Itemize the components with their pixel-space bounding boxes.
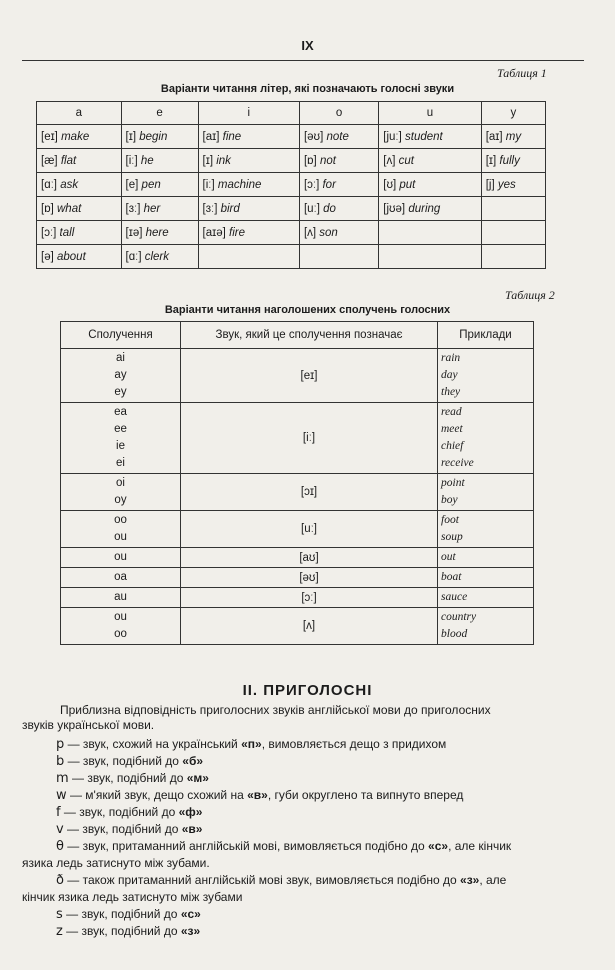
table1-cell: [ɜː] bird	[198, 197, 299, 221]
table2-combination-cell: ai ay ey	[61, 349, 181, 403]
table1-cell	[481, 221, 545, 245]
table-row	[61, 568, 534, 588]
consonant-theta-cont: язика ледь затиснуто між зубами.	[22, 856, 210, 870]
table1-cell: [ə] about	[37, 245, 122, 269]
table2-sound-cell: [ʌ]	[181, 608, 438, 645]
consonant-eth: ð — також притаманний англійській мові звук, вимовляється подібно до «з», але	[56, 873, 507, 888]
table-row	[37, 245, 546, 269]
table1-caption: Таблиця 1	[497, 66, 547, 80]
consonant-z: z — звук, подібний до «з»	[56, 924, 201, 939]
table2-title: Варіанти читання наголошених сполучень голосних	[164, 304, 451, 316]
table1-cell: [ɜː] her	[121, 197, 198, 221]
table1-cell	[379, 221, 481, 245]
table1-header-cell: u	[379, 102, 481, 125]
table1-cell: [jʊə] during	[379, 197, 481, 221]
vowel-letters-table	[36, 101, 546, 269]
table2-sound-cell: [eɪ]	[181, 349, 438, 403]
table-row	[61, 403, 534, 474]
consonant-p: p — звук, схожий на український «п», вимовляється дещо з придихом	[56, 737, 447, 752]
table-row	[61, 608, 534, 645]
table2-combination-cell: oa	[61, 568, 181, 588]
table1-header-cell: a	[37, 102, 122, 125]
table1-cell: [eɪ] make	[37, 125, 122, 149]
consonant-s: s — звук, подібний до «с»	[56, 907, 201, 922]
table2-examples-cell: point boy	[438, 474, 534, 511]
page-number: IX	[301, 38, 314, 53]
table1-cell: [æ] flat	[37, 149, 122, 173]
table1-cell: [ɪə] here	[121, 221, 198, 245]
table2-examples-cell: country blood	[438, 608, 534, 645]
table1-cell: [aɪ] my	[481, 125, 545, 149]
table-row	[37, 125, 546, 149]
table2-sound-cell: [əʊ]	[181, 568, 438, 588]
consonant-b: b — звук, подібний до «б»	[56, 754, 204, 769]
table1-cell: [ɪ] fully	[481, 149, 545, 173]
table1-header-cell: y	[481, 102, 545, 125]
table2-combination-cell: oo ou	[61, 511, 181, 548]
table-row	[37, 149, 546, 173]
table-row	[61, 588, 534, 608]
table1-cell: [əʊ] note	[299, 125, 378, 149]
table2-header-examples: Приклади	[438, 322, 534, 349]
table2-combination-cell: ou oo	[61, 608, 181, 645]
table1-cell: [ɪ] ink	[198, 149, 299, 173]
table2-caption: Таблиця 2	[505, 288, 555, 302]
table2-combination-cell: ea ee ie ei	[61, 403, 181, 474]
table2-examples-cell: read meet chief receive	[438, 403, 534, 474]
table-row	[37, 197, 546, 221]
table1-header-row	[37, 102, 546, 125]
table1-cell: [ɒ] not	[299, 149, 378, 173]
table1-cell: [ʌ] cut	[379, 149, 481, 173]
consonant-w: w — м'який звук, дещо схожий на «в», губи округлено та випнуто вперед	[56, 788, 464, 803]
table2-header-combination: Сполучення	[61, 322, 181, 349]
table1-title: Варіанти читання літер, які позначають голосні звуки	[160, 83, 455, 95]
intro-paragraph-cont: звуків української мови.	[22, 718, 155, 732]
table-row	[37, 221, 546, 245]
table1-cell: [ɑː] clerk	[121, 245, 198, 269]
table1-cell: [uː] do	[299, 197, 378, 221]
consonant-m: m — звук, подібний до «м»	[56, 771, 209, 786]
consonant-f: f — звук, подібний до «ф»	[56, 805, 203, 820]
table-row	[37, 173, 546, 197]
table2-examples-cell: rain day they	[438, 349, 534, 403]
table-row	[61, 349, 534, 403]
table2-combination-cell: au	[61, 588, 181, 608]
section-heading: II. ПРИГОЛОСНІ	[242, 682, 373, 699]
table1-cell: [ɪ] begin	[121, 125, 198, 149]
table2-combination-cell: oi oy	[61, 474, 181, 511]
table2-sound-cell: [ɔː]	[181, 588, 438, 608]
table1-header-cell: i	[198, 102, 299, 125]
table1-cell: [juː] student	[379, 125, 481, 149]
intro-paragraph: Приблизна відповідність приголосних звуків англійської мови до приголосних	[60, 703, 491, 717]
table1-cell: [ɔː] tall	[37, 221, 122, 245]
table2-sound-cell: [uː]	[181, 511, 438, 548]
table2-combination-cell: ou	[61, 548, 181, 568]
table1-header-cell: e	[121, 102, 198, 125]
table-row	[61, 511, 534, 548]
consonant-theta: θ — звук, притаманний англійській мові, вимовляється подібно до «с», але кінчик	[56, 839, 512, 854]
table1-cell: [j] yes	[481, 173, 545, 197]
table1-cell: [aɪə] fire	[198, 221, 299, 245]
table1-cell: [aɪ] fine	[198, 125, 299, 149]
table-row	[61, 474, 534, 511]
table2-examples-cell: sauce	[438, 588, 534, 608]
table1-cell: [ʊ] put	[379, 173, 481, 197]
table1-cell	[198, 245, 299, 269]
table1-cell	[299, 245, 378, 269]
table1-cell	[481, 245, 545, 269]
table1-cell: [iː] machine	[198, 173, 299, 197]
table2-sound-cell: [ɔɪ]	[181, 474, 438, 511]
vowel-combinations-table	[60, 321, 534, 645]
table-row	[61, 548, 534, 568]
table1-cell: [ɒ] what	[37, 197, 122, 221]
table2-sound-cell: [iː]	[181, 403, 438, 474]
table2-header-sound: Звук, який це сполучення позначає	[181, 322, 438, 349]
table1-cell: [e] pen	[121, 173, 198, 197]
table2-examples-cell: out	[438, 548, 534, 568]
table1-cell	[481, 197, 545, 221]
table1-header-cell: o	[299, 102, 378, 125]
table1-cell: [ʌ] son	[299, 221, 378, 245]
consonant-v: v — звук, подібний до «в»	[56, 822, 203, 837]
table2-examples-cell: foot soup	[438, 511, 534, 548]
table1-cell	[379, 245, 481, 269]
table2-sound-cell: [aʊ]	[181, 548, 438, 568]
table1-cell: [ɔː] for	[299, 173, 378, 197]
table1-cell: [ɑː] ask	[37, 173, 122, 197]
header-rule	[22, 60, 584, 61]
table1-cell: [iː] he	[121, 149, 198, 173]
consonant-eth-cont: кінчик язика ледь затиснуто між зубами	[22, 890, 243, 904]
table2-examples-cell: boat	[438, 568, 534, 588]
